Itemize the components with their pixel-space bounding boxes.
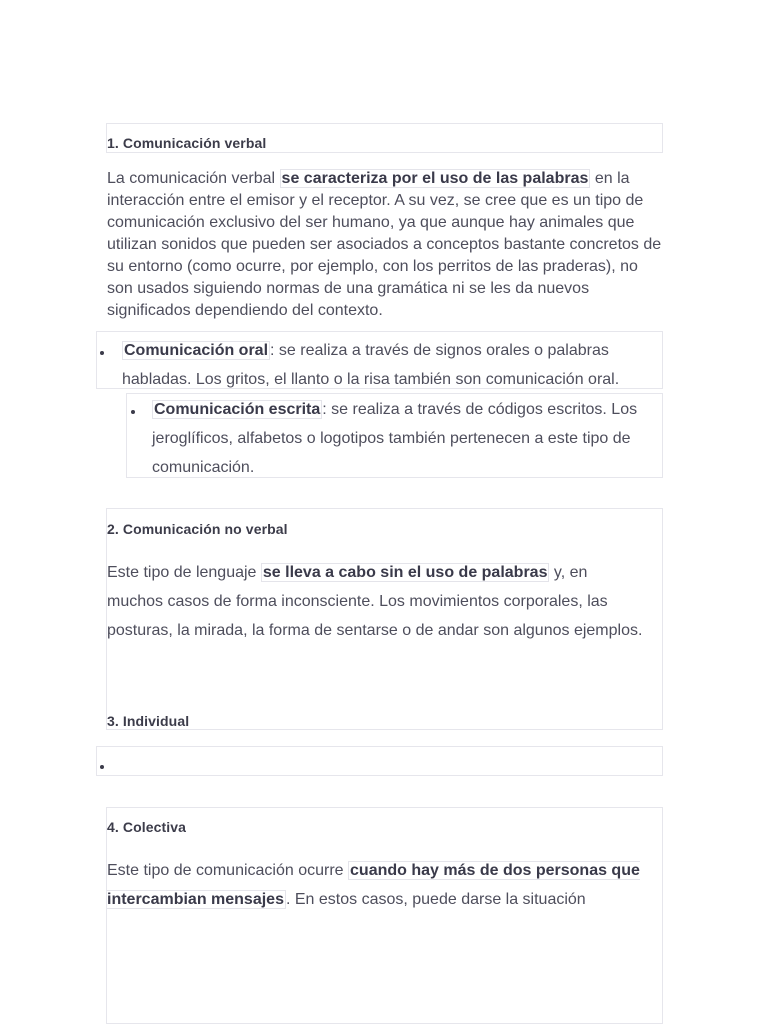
paragraph-colectiva-end: . En estos casos, puede darse la situación [285,891,586,908]
highlight-no-verbal: se lleva a cabo sin el uso de palabras [262,564,548,581]
list-item-escrita-text: : se realiza a través de códigos escritos. Los jeroglíficos, alfabetos o logotipos también pertenecen a este tipo de comunicación. [152,401,638,476]
paragraph-verbal-start: La comunicación verbal [107,170,280,187]
paragraph-no-verbal-end: y, en muchos casos de forma inconsciente. Los movimientos corporales, las posturas, la mirada, la forma de sentarse o de andar son algunos ejemplos. [107,564,643,639]
list-item-oral-text: : se realiza a través de signos orales o palabras habladas. Los gritos, el llanto o la risa también son comunicación oral. [122,342,620,388]
list-item-comunicacion-oral [122,336,662,394]
heading-colectiva: 4. Colectiva [107,819,187,835]
bullet-dot-oral [100,351,104,355]
highlight-oral: Comunicación oral [124,342,269,359]
paragraph-no-verbal [107,558,647,645]
highlight-escrita: Comunicación escrita [154,401,321,418]
bullet-box-empty [96,746,663,776]
paragraph-no-verbal-start: Este tipo de lenguaje [107,564,261,581]
bullet-dot-escrita [131,410,135,414]
heading-comunicacion-no-verbal: 2. Comunicación no verbal [107,521,288,537]
list-item-comunicacion-escrita [152,395,652,482]
heading-comunicacion-verbal: 1. Comunicación verbal [107,135,267,151]
heading-individual: 3. Individual [107,713,190,729]
paragraph-colectiva-start: Este tipo de comunicación ocurre [107,862,349,879]
bullet-dot-empty [100,765,104,769]
highlight-colectiva: cuando hay más de dos personas que intercambian mensajes [107,862,640,908]
paragraph-colectiva [107,856,655,914]
section-box-colectiva [106,807,663,1024]
highlight-verbal: se caracteriza por el uso de las palabras [281,170,589,187]
paragraph-verbal-end: en la interacción entre el emisor y el receptor. A su vez, se cree que es un tipo de comunicación exclusivo del ser humano, ya que aunque hay animales que utilizan sonidos que pueden ser asociados a conceptos bastante concretos de su entorno (como ocurre, por ejemplo, con los perritos de las praderas), no son usados siguiendo normas de una gramática ni se les da nuevos significados dependiendo del contexto. [107,170,662,319]
paragraph-verbal [107,168,663,322]
